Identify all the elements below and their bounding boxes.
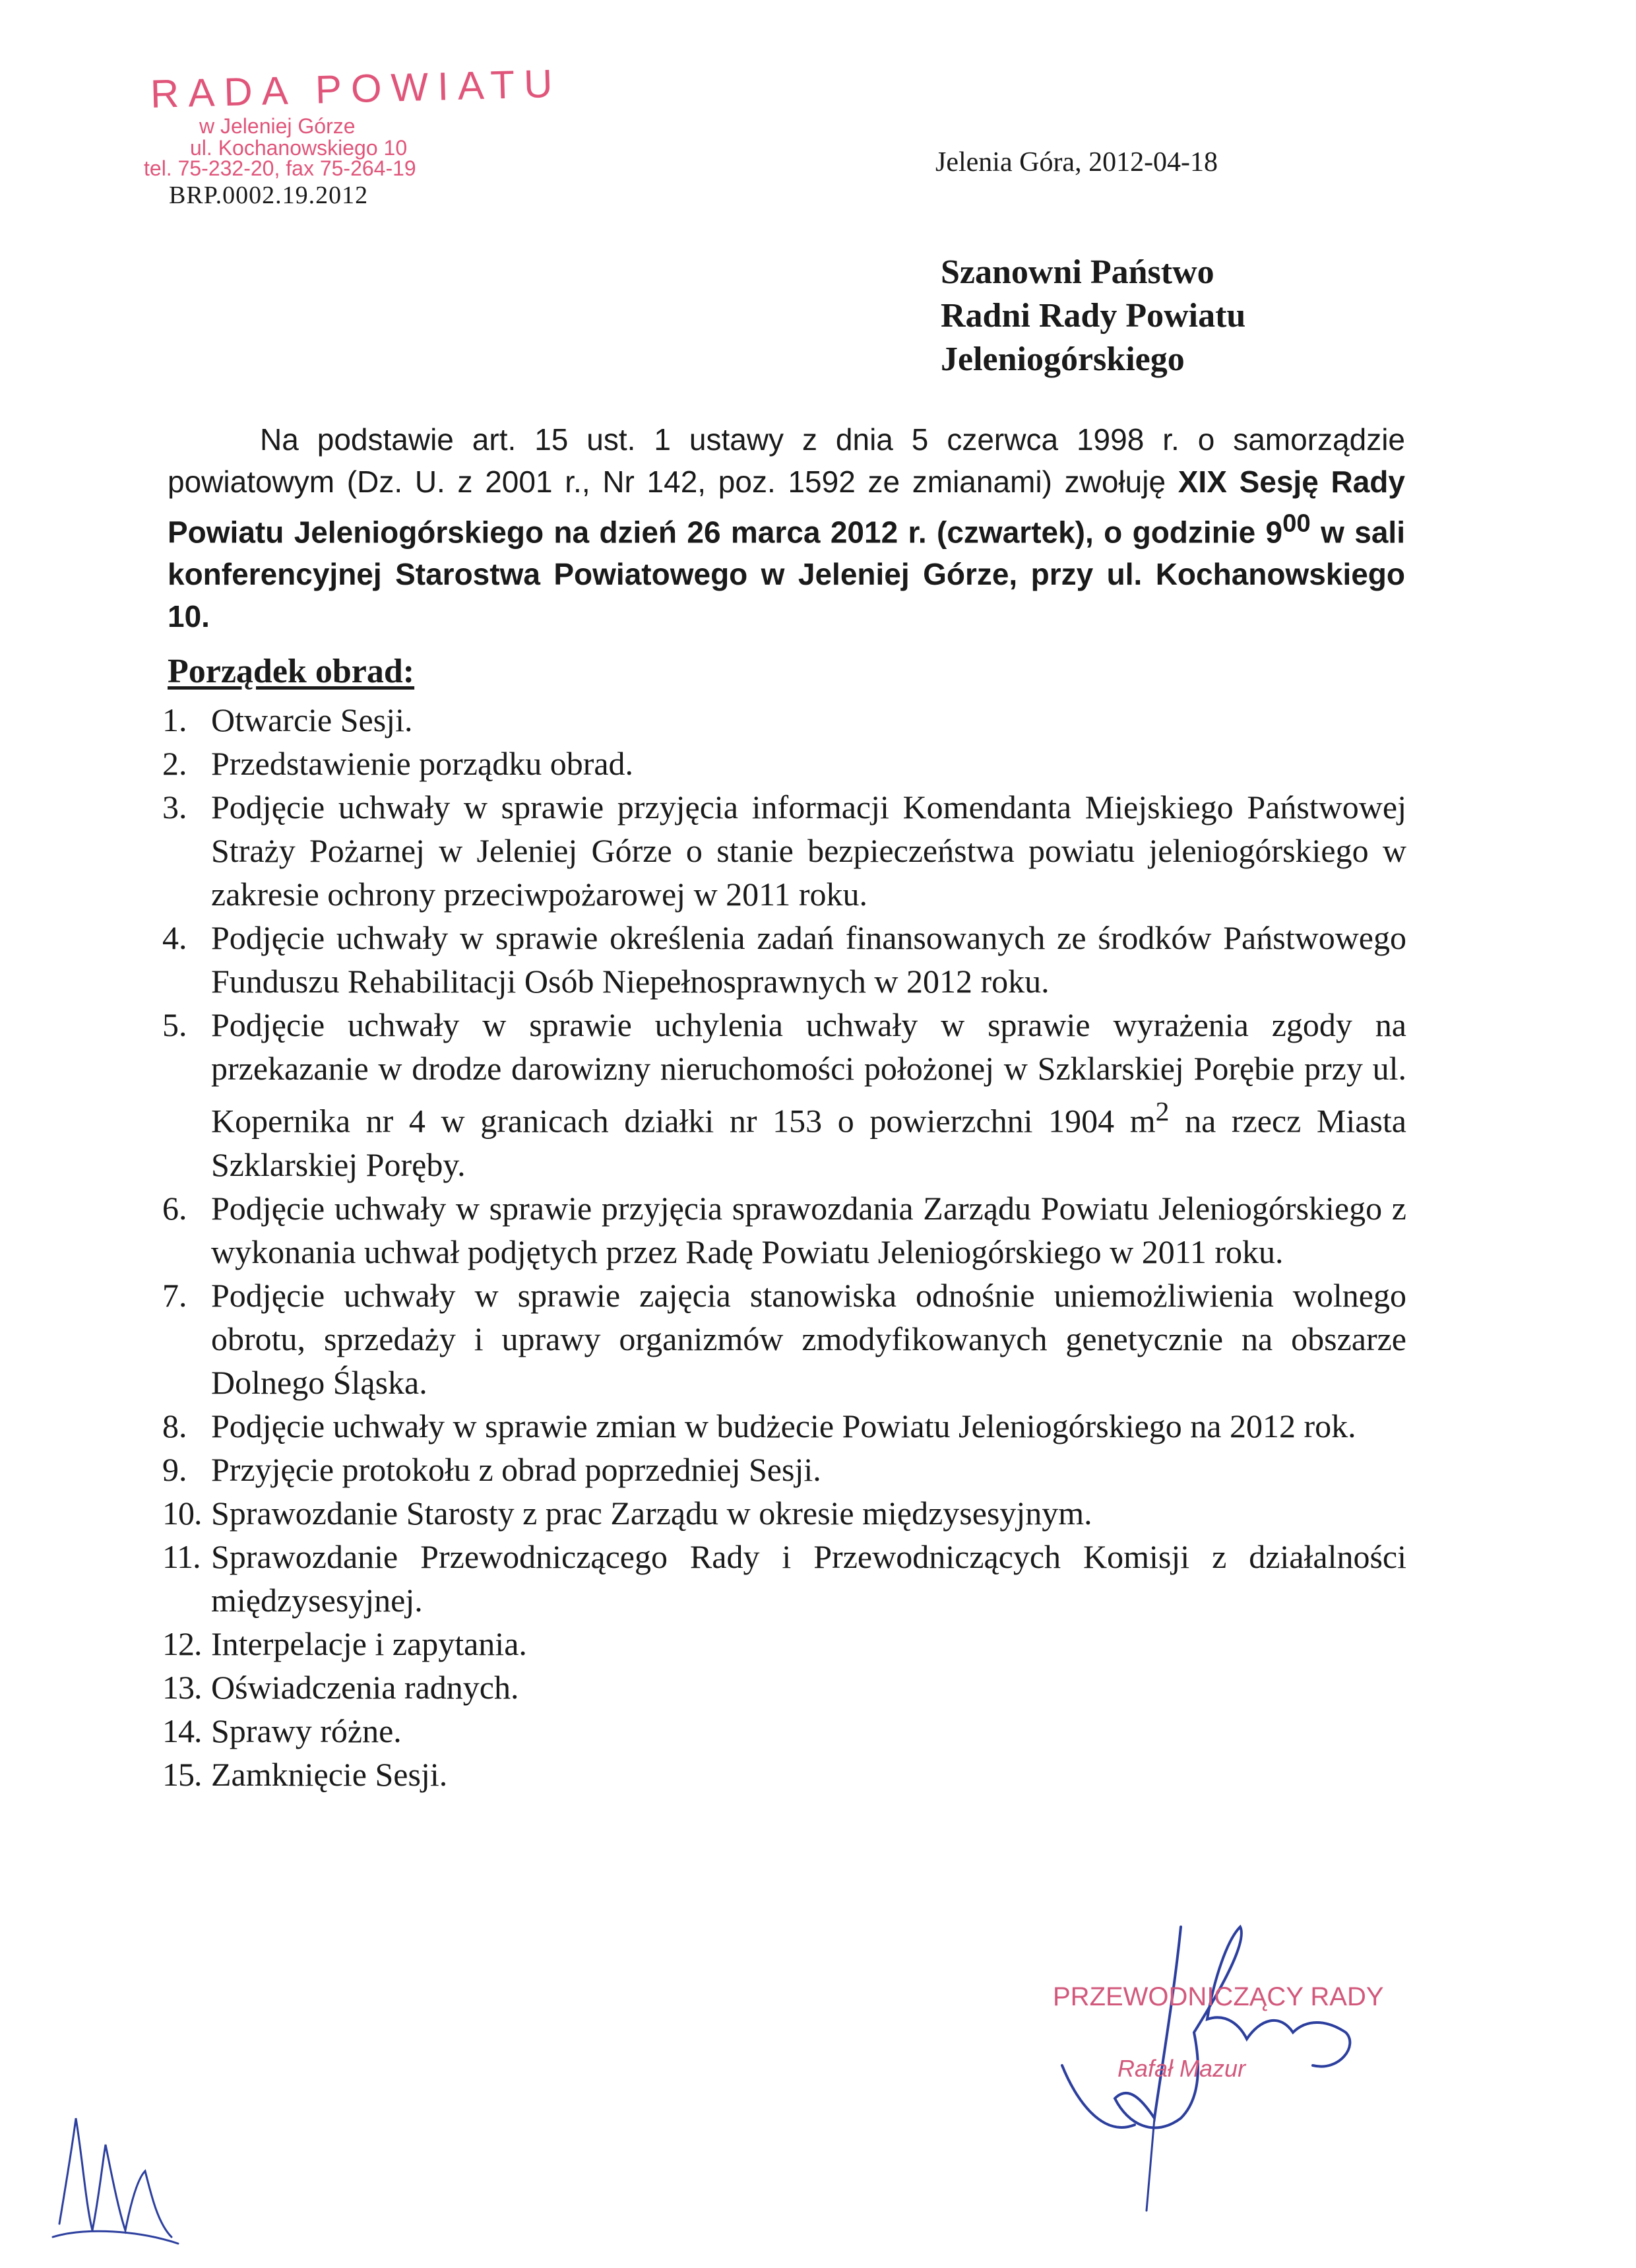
list-item (162, 1709, 1406, 1753)
item-number: 4. (162, 919, 187, 956)
item-number: 10. (162, 1494, 202, 1532)
item-text: Oświadczenia radnych. (211, 1668, 519, 1706)
intro-hour-superscript: 00 (1282, 509, 1311, 538)
reference-number: BRP.0002.19.2012 (169, 181, 369, 209)
list-item (162, 1666, 1406, 1709)
item-number: 2. (162, 745, 187, 782)
item-text: Przyjęcie protokołu z obrad poprzedniej Sesji. (211, 1450, 821, 1488)
item-text: Podjęcie uchwały w sprawie zajęcia stanowiska odnośnie uniemożliwienia wolnego obrotu, sprzedaży i uprawy organizmów zmodyfikowanych genetycznie na obszarze Dolnego Śląska. (211, 1276, 1406, 1401)
agenda-title: Porządek obrad: (168, 653, 415, 690)
intro-session-details: XIX Sesję Rady Powiatu Jeleniogórskiego na dzień 26 marca 2012 r. (czwartek), o godzinie 9 (168, 465, 1405, 550)
item-number: 1. (162, 701, 187, 738)
item-number: 11. (162, 1538, 201, 1575)
list-item (162, 1753, 1406, 1796)
list-item (162, 916, 1406, 1003)
list-item (162, 1622, 1406, 1666)
handwritten-initials (46, 2105, 191, 2263)
item-number: 13. (162, 1668, 202, 1706)
council-stamp (144, 61, 563, 181)
item-number: 14. (162, 1712, 202, 1749)
list-item (162, 1274, 1406, 1404)
agenda-list (162, 698, 1406, 1796)
list-item (162, 742, 1406, 785)
letter-date: Jelenia Góra, 2012-04-18 (935, 147, 1218, 178)
intro-text: Na podstawie art. 15 ust. 1 ustawy z dnia 5 czerwca 1998 r. o samorządzie powiatowym (Dz. U. z 2001 r., Nr 142, poz. 1592 ze zmianami) zwołuję (168, 422, 1405, 499)
item-text: Interpelacje i zapytania. (211, 1625, 527, 1662)
stamp-title: RADA POWIATU (150, 61, 563, 116)
item-text: Zamknięcie Sesji. (211, 1755, 448, 1793)
item-number: 3. (162, 789, 187, 826)
item-text: Podjęcie uchwały w sprawie określenia zadań finansowanych ze środków Państwowego Funduszu Rehabilitacji Osób Niepełnosprawnych w 2012 roku. (211, 919, 1406, 1000)
item-text: Sprawozdanie Przewodniczącego Rady i Przewodniczących Komisji z działalności międzysesyjnej. (211, 1538, 1406, 1619)
item-text-main: Podjęcie uchwały w sprawie uchylenia uchwały w sprawie wyrażenia zgody na przekazanie w drodze darowizny nieruchomości położonej w Szklarskiej Porębie przy ul. Kopernika nr 4 w granicach działki nr 153 o powierzchni 1904 m (211, 1006, 1406, 1140)
list-item (162, 1404, 1406, 1448)
item-number: 7. (162, 1276, 187, 1314)
item-text: Podjęcie uchwały w sprawie przyjęcia informacji Komendanta Miejskiego Państwowej Straży Pożarnej w Jeleniej Górze o stanie bezpieczeństwa powiatu jeleniogórskiego w zakresie ochrony przeciwpożarowej w 2011 roku. (211, 789, 1406, 913)
item-number: 8. (162, 1407, 187, 1444)
list-item (162, 785, 1406, 916)
square-meter-superscript: 2 (1155, 1097, 1170, 1127)
item-number: 6. (162, 1189, 187, 1227)
signature-label: PRZEWODNICZĄCY RADY (1053, 1982, 1384, 2011)
stamp-city: w Jeleniej Górze (199, 114, 356, 138)
item-text: Sprawozdanie Starosty z prac Zarządu w okresie międzysesyjnym. (211, 1494, 1092, 1532)
addressee-line-3: Jeleniogórskiego (941, 340, 1185, 378)
list-item (162, 1186, 1406, 1274)
item-number: 15. (162, 1755, 202, 1793)
item-text: Otwarcie Sesji. (211, 701, 413, 738)
item-text: Sprawy różne. (211, 1712, 402, 1749)
list-item (162, 1491, 1406, 1535)
addressee-line-1: Szanowni Państwo (941, 253, 1214, 291)
list-item (162, 698, 1406, 742)
item-number: 9. (162, 1450, 187, 1488)
addressee (941, 251, 1245, 381)
signature-name: Rafał Mazur (1117, 2055, 1246, 2082)
item-text: Podjęcie uchwały w sprawie zmian w budżecie Powiatu Jeleniogórskiego na 2012 rok. (211, 1407, 1356, 1444)
item-text-tail: na rzecz Miasta Szklarskiej Poręby. (211, 1102, 1407, 1183)
item-number: 12. (162, 1625, 202, 1662)
stamp-phone: tel. 75-232-20, fax 75-264-19 (144, 156, 416, 180)
item-number: 5. (162, 1006, 187, 1043)
stamp-street: ul. Kochanowskiego 10 (190, 136, 408, 160)
list-item (162, 1535, 1406, 1622)
addressee-line-2: Radni Rady Powiatu (941, 297, 1246, 335)
list-item (162, 1448, 1406, 1491)
item-text: Przedstawienie porządku obrad. (211, 745, 634, 782)
intro-location: w sali konferencyjnej Starostwa Powiatowego w Jeleniej Górze, przy ul. Kochanowskiego 10. (168, 515, 1405, 634)
item-text: Podjęcie uchwały w sprawie przyjęcia sprawozdania Zarządu Powiatu Jeleniogórskiego z wykonania uchwał podjętych przez Radę Powiatu Jeleniogórskiego w 2011 roku. (211, 1189, 1406, 1270)
item-text (211, 1003, 1406, 1186)
list-item (162, 1003, 1406, 1186)
intro-paragraph (168, 418, 1405, 637)
